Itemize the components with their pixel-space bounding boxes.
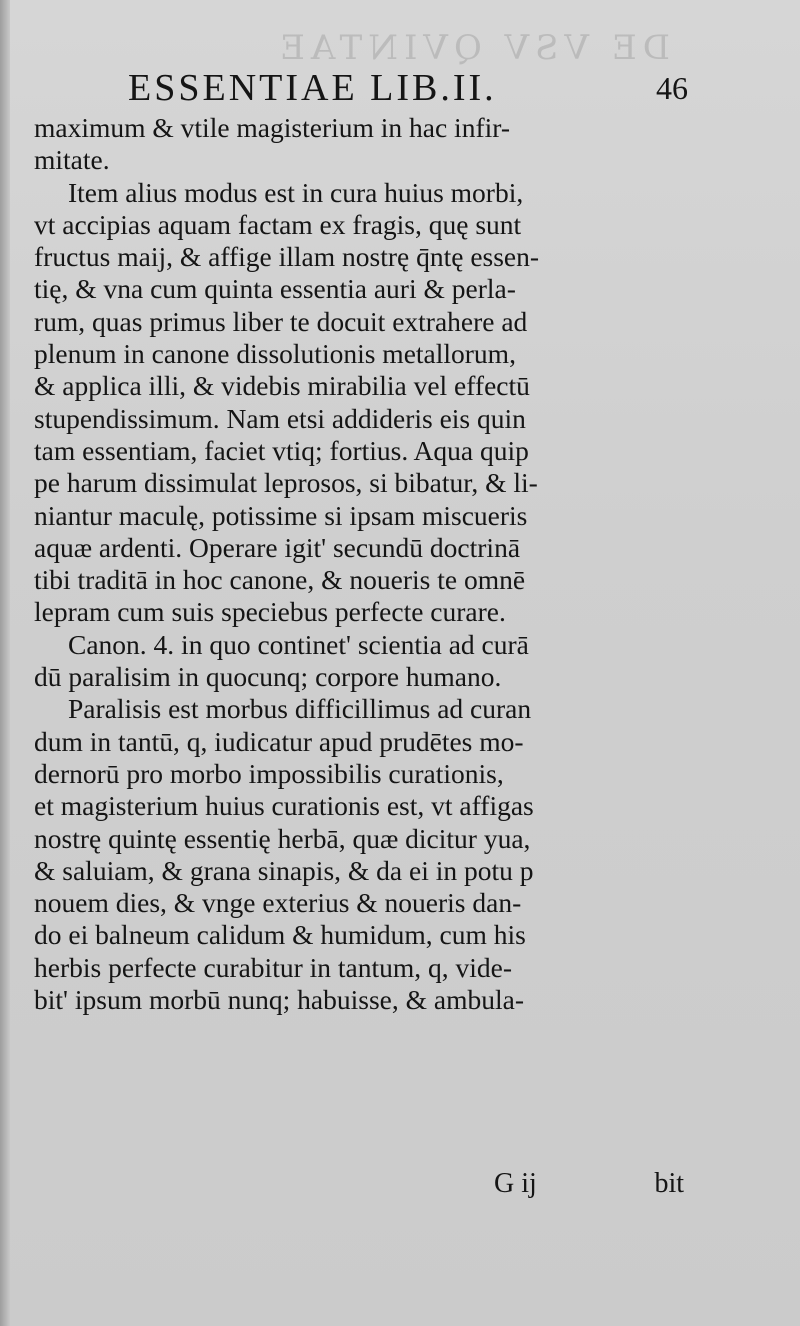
canon-heading-line: dū paralisim in quocunq; corpore humano. [34,661,502,693]
text-line: fructus maij, & affige illam nostrę q̄ntę essen- [34,241,540,273]
text-line: tam essentiam, faciet vtiq; fortius. Aqua quip [34,434,529,466]
body-text [34,112,684,1016]
text-line: herbis perfecte curabitur in tantum, q, vide- [34,951,513,983]
text-line: nouem dies, & vnge exterius & noueris dan- [34,887,522,919]
text-line: do ei balneum calidum & humidum, cum his [34,919,526,951]
text-line: lepram cum suis speciebus perfecte curare. [34,596,506,628]
page-number: 46 [656,70,688,106]
page-footer [34,1168,684,1208]
text-line: mitate. [34,144,110,176]
text-line: plenum in canone dissolutionis metallorum, [34,338,516,370]
text-line: aquæ ardenti. Operare igit' secundū doctrinā [34,531,521,563]
text-line: vt accipias aquam factam ex fragis, quę sunt [34,208,522,240]
show-through-text: DE VSV QVINTAE [274,28,670,68]
text-line: dernorū pro morbo impossibilis curationis, [34,757,504,789]
text-line: nostrę quintę essentię herbā, quæ dicitur yua, [34,822,531,854]
text-line: dum in tantū, q, iudicatur apud prudētes mo- [34,725,524,757]
text-line: maximum & vtile magisterium in hac infir- [34,112,511,143]
text-line: Paralisis est morbus difficillimus ad curan [68,693,532,725]
text-line: Item alius modus est in cura huius morbi, [68,176,524,208]
text-line: pe harum dissimulat leprosos, si bibatur, & li- [34,467,538,499]
page-gutter [0,0,10,1326]
catchword: bit [654,1168,684,1199]
text-line: bit' ipsum morbū nunq; habuisse, & ambula- [34,984,524,1016]
running-title: ESSENTIAE LIB.II. [128,67,497,109]
text-line: niantur maculę, potissime si ipsam miscueris [34,499,528,531]
text-line: tibi traditā in hoc canone, & noueris te omnē [34,564,526,596]
text-line: et magisterium huius curationis est, vt affigas [34,790,534,822]
text-line: stupendissimum. Nam etsi addideris eis quin [34,402,526,434]
text-line: rum, quas primus liber te docuit extrahere ad [34,305,528,337]
text-line: & saluiam, & grana sinapis, & da ei in potu p [34,854,534,886]
text-line: & applica illi, & videbis mirabilia vel effectū [34,370,530,402]
canon-heading-line: Canon. 4. in quo continet' scientia ad curā [68,628,529,660]
signature-mark: G ij [494,1168,537,1199]
page-header [128,66,688,112]
text-line: tię, & vna cum quinta essentia auri & perla- [34,273,516,305]
